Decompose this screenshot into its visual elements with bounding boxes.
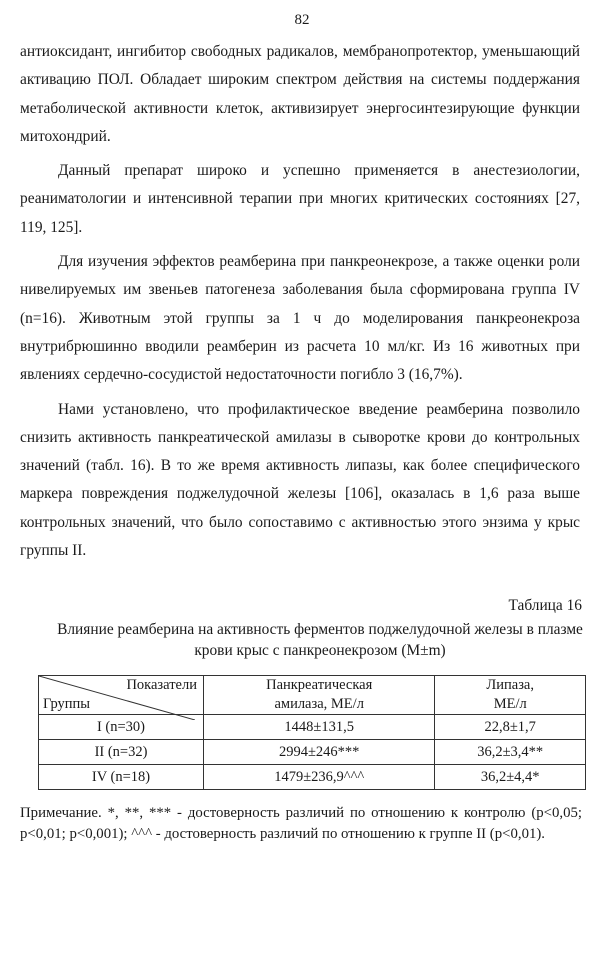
cell-lipase: 22,8±1,7 — [435, 715, 586, 740]
table-title: Влияние реамберина на активность ферментов поджелудочной железы в плазме крови крыс с панкреонекрозом (M±m) — [57, 621, 583, 659]
table-row — [39, 740, 586, 765]
paragraph-2: Данный препарат широко и успешно применяется в анестезиологии, реаниматологии и интенсивной терапии при многих критических состояниях [27, 119, 125]. — [20, 162, 580, 236]
cell-amylase: 2994±246*** — [204, 740, 435, 765]
header-indicators-label: Показатели — [126, 677, 197, 693]
header-corner-cell — [39, 676, 204, 715]
cell-amylase: 1448±131,5 — [204, 715, 435, 740]
cell-group: I (n=30) — [39, 715, 204, 740]
cell-lipase: 36,2±3,4** — [435, 740, 586, 765]
header-amylase — [204, 676, 435, 715]
cell-group: II (n=32) — [39, 740, 204, 765]
body-text — [20, 38, 580, 565]
table-number: Таблица 16 — [508, 597, 582, 614]
enzyme-table — [38, 675, 586, 790]
table-header-row — [39, 676, 586, 715]
table-note: Примечание. *, **, *** - достоверность различий по отношению к контролю (p<0,05; p<0,01; p<0,001); ^^^ - достоверность различий по отношению к группе II (p<0,01). — [20, 805, 582, 842]
header-lipase-line2: МЕ/л — [493, 696, 527, 712]
header-lipase — [435, 676, 586, 715]
header-amylase-line2: амилаза, МЕ/л — [274, 696, 364, 712]
cell-lipase: 36,2±4,4* — [435, 765, 586, 790]
table-row — [39, 765, 586, 790]
cell-amylase: 1479±236,9^^^ — [204, 765, 435, 790]
page-number: 82 — [294, 12, 310, 28]
cell-group: IV (n=18) — [39, 765, 204, 790]
paragraph-4: Нами установлено, что профилактическое введение реамберина позволило снизить активность панкреатической амилазы в сыворотке крови до контрольных значений (табл. 16). В то же время активность липазы, как более специфического маркера повреждения поджелудочной железы [106], оказалась в 1,6 раза выше контрольных значений, что было сопоставимо с активностью этого энзима у крыс группы II. — [20, 400, 580, 560]
header-amylase-line1: Панкреатическая — [266, 677, 373, 693]
header-lipase-line1: Липаза, — [486, 677, 534, 693]
header-groups-label: Группы — [43, 696, 91, 712]
paragraph-3: Для изучения эффектов реамберина при панкреонекрозе, а также оценки роли нивелируемых им звеньев патогенеза заболевания была сформирована группа IV (n=16). Животным этой группы за 1 ч до моделирования панкреонекроза внутрибрюшинно вводили реамберин из расчета 10 мл/кг. Из 16 животных при явлениях сердечно-сосудистой недостаточности погибло 3 (16,7%). — [20, 253, 580, 384]
paragraph-1: антиоксидант, ингибитор свободных радикалов, мембранопротектор, уменьшающий активацию ПОЛ. Обладает широким спектром действия на системы поддержания метаболической активности клеток, активизирует энергосинтезирующие функции митохондрий. — [20, 43, 580, 145]
